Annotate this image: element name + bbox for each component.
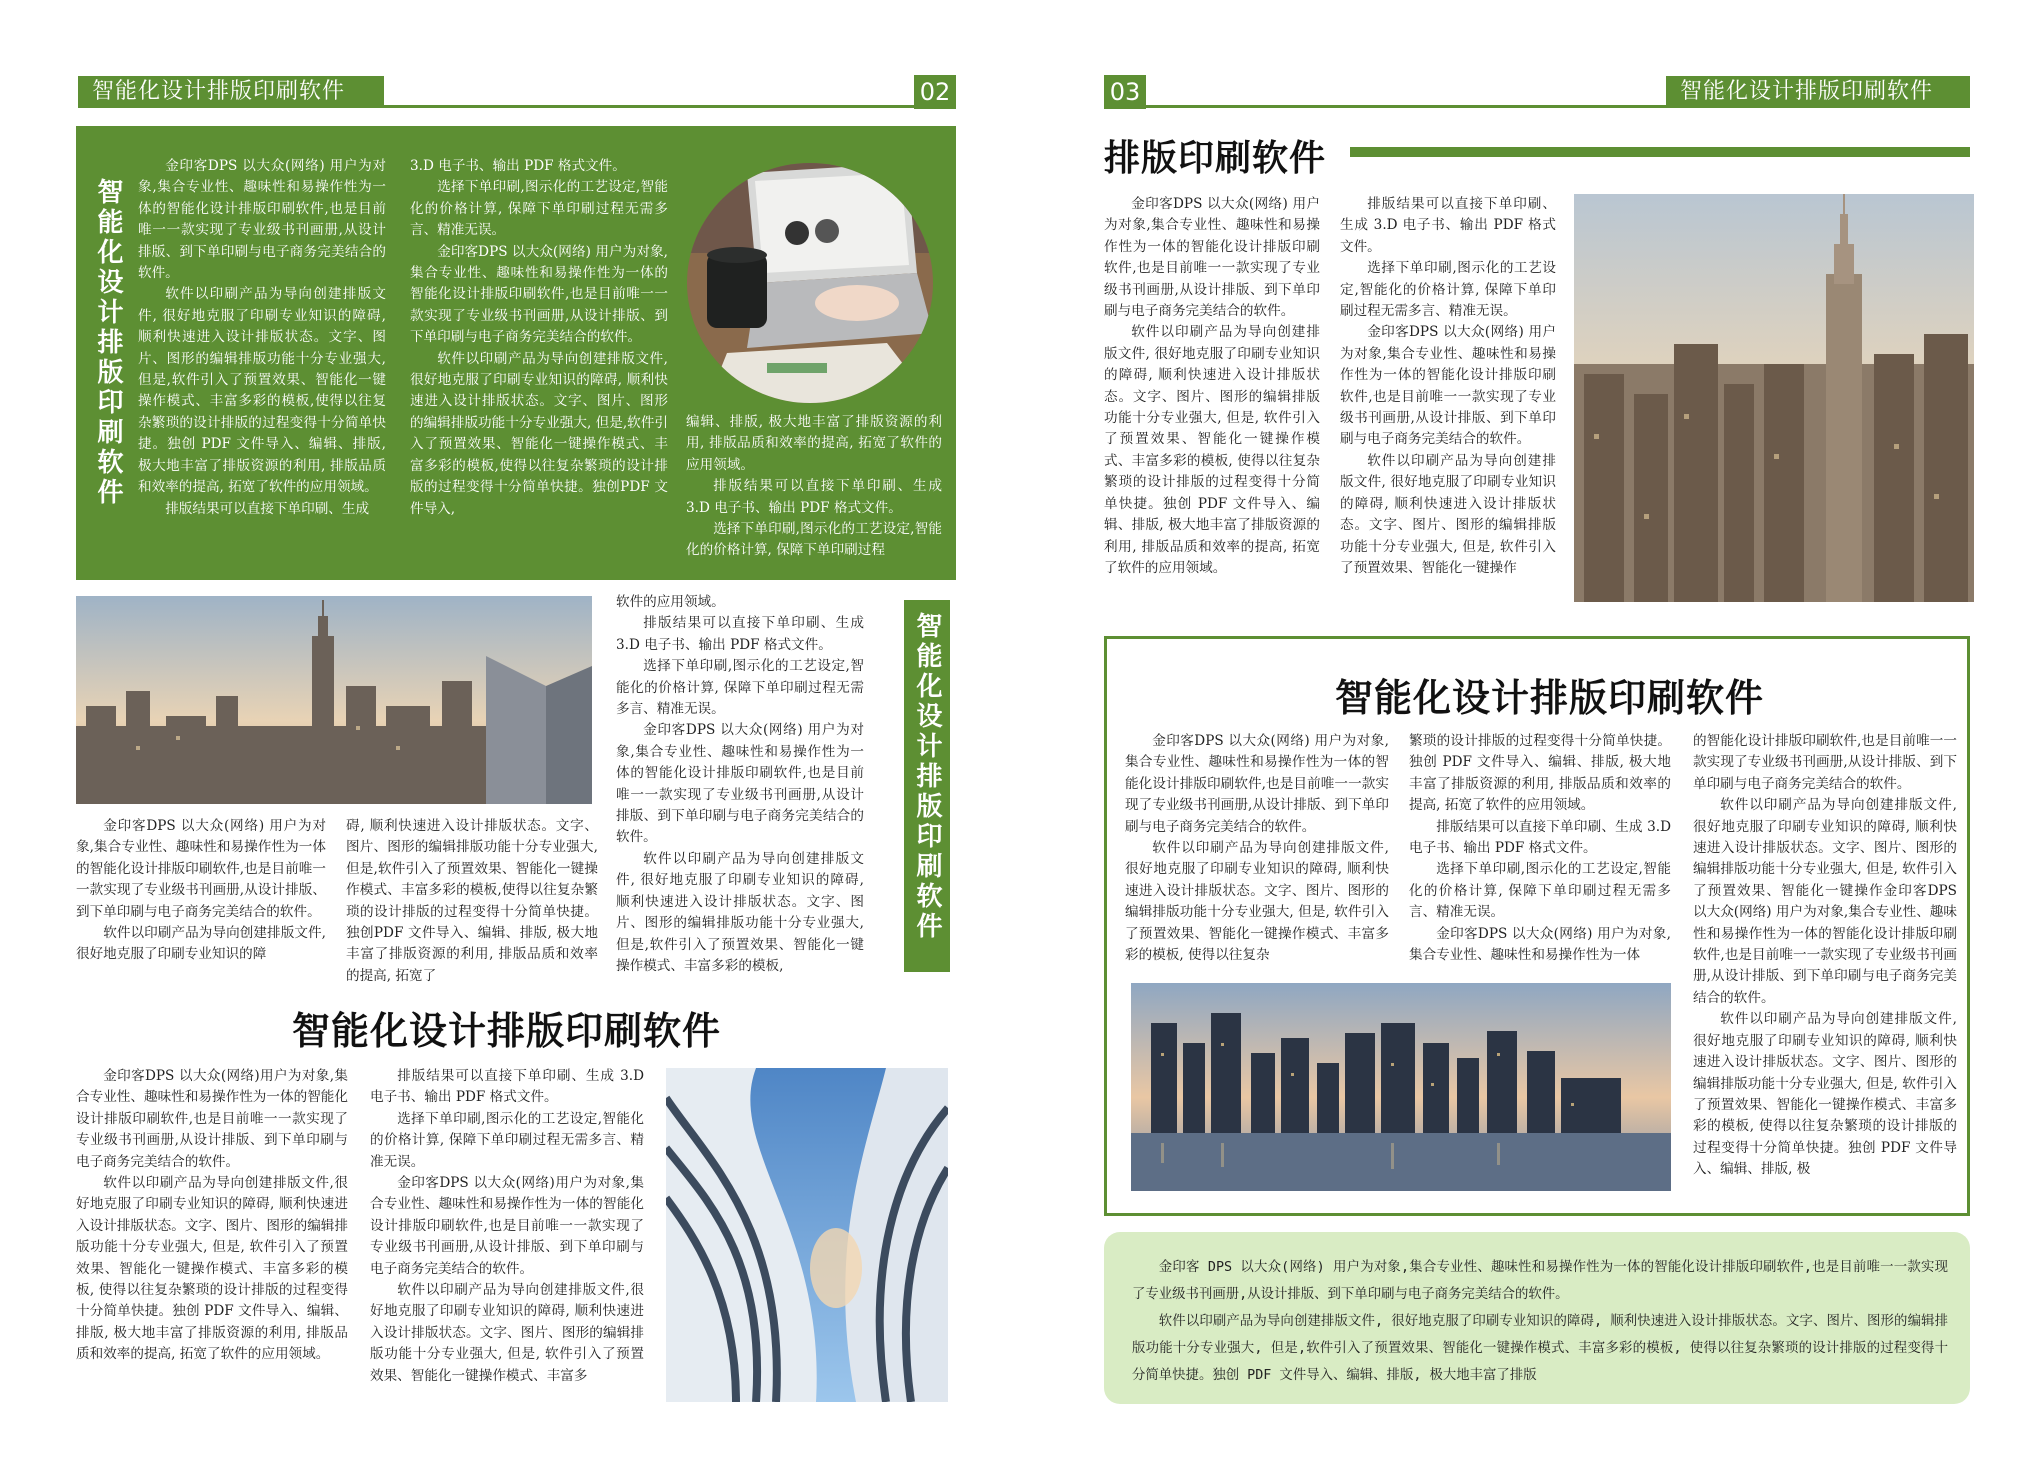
city-tower-photo xyxy=(1574,194,1974,602)
laptop-photo-art xyxy=(687,163,933,403)
paragraph: 软件以印刷产品为导向创建排版文件,很好地克服了印刷专业知识的障碍, 顺利快速进入设计排版状态。文字、图片、图形的编辑排版功能十分专业强大, 但是, 软件引入了预置效果、智能化一键操作模式、丰富多彩的模板, 使得以往复杂繁琐的设计排版的过程变得十分简单快捷。独创 PDF 文件导入、编辑、排版, 极大地丰富了排版资源的利用, 排版品质和效率的提高, 拓宽了软件的应用领域。 xyxy=(76,1175,348,1363)
boxed-section-title: 智能化设计排版印刷软件 xyxy=(1335,676,1765,720)
middle-vertical-title-bar xyxy=(904,600,950,972)
panel-vertical-title: 智能化设计排版印刷软件 xyxy=(93,178,123,508)
harbor-skyline-art xyxy=(1131,983,1671,1191)
paragraph: 金印客DPS 以大众(网络) 用户为对象,集合专业性、趣味性和易操作性为一体的智能化设计排版印刷软件,也是目前唯一一款实现了专业级书刊画册,从设计排版、到下单印刷与电子商务完美结合的软件。 xyxy=(1104,196,1320,320)
paragraph: 排版结果可以直接下单印刷、生成 3.D 电子书、输出 PDF 格式文件。 xyxy=(1340,196,1556,255)
paragraph: 选择下单印刷,图示化的工艺设定,智能化的价格计算, 保障下单印刷过程无需多言、精准无误。 xyxy=(370,1110,644,1170)
paragraph: 繁琐的设计排版的过程变得十分简单快捷。独创 PDF 文件导入、编辑、排版, 极大地丰富了排版资源的利用, 排版品质和效率的提高, 拓宽了软件的应用领域。 xyxy=(1409,733,1671,814)
paragraph: 软件以印刷产品为导向创建排版文件, 很好地克服了印刷专业知识的障碍, 顺利快速进入设计排版状态。文字、图片、图形的编辑排版功能十分专业强大, 但是,软件引入了预置效果、智能化一键操作模式、丰富多彩的模板, 使得以往复杂繁琐的设计排版的过程变得十分简单快捷。独创 PDF 文件导入、编辑、排版, 极大地丰富了排版 xyxy=(1132,1314,1948,1383)
p3-section-title: 排版印刷软件 xyxy=(1104,138,1327,179)
paragraph: 金印客DPS 以大众(网络) 用户为对象,集合专业性、趣味性和易操作性为一体的智能化设计排版印刷软件,也是目前唯一一款实现了专业级书刊画册,从设计排版、到下单印刷与电子商务完美结合的软件。 xyxy=(1340,324,1556,448)
paragraph: 的智能化设计排版印刷软件,也是目前唯一一款实现了专业级书刊画册,从设计排版、到下单印刷与电子商务完美结合的软件。 xyxy=(1693,733,1957,792)
right-page-number: 03 xyxy=(1104,75,1146,109)
paragraph: 软件以印刷产品为导向创建排版文件, 很好地克服了印刷专业知识的障碍, 顺利快速进入设计排版状态。文字、图片、图形的编辑排版功能十分专业强大, 但是, 软件引入了预置效果、智能化一键操作模式、丰富多彩的模板, 使得以往复杂繁琐的设计排版的过程变得十分简单快捷。独创 PDF 文件导入、编辑、排版, 极 xyxy=(1693,1011,1957,1178)
paragraph: 金印客DPS 以大众(网络) 用户为对象,集合专业性、趣味性和易操作性为一体的智能化设计排版印刷软件,也是目前唯一一款实现了专业级书刊画册,从设计排版、到下单印刷与电子商务完美结合的软件。 xyxy=(616,722,864,846)
paragraph: 软件以印刷产品为导向创建排版文件, 很好地克服了印刷专业知识的障 xyxy=(76,925,326,963)
p3-footer-panel xyxy=(1104,1232,1970,1404)
paragraph: 金印客 DPS 以大众(网络) 用户为对象,集合专业性、趣味性和易操作性为一体的智能化设计排版印刷软件,也是目前唯一一款实现了专业级书刊画册,从设计排版、到下单印刷与电子商务完美结合的软件。 xyxy=(1132,1260,1948,1302)
boxed-column-3 xyxy=(1693,731,1957,1181)
paragraph: 排版结果可以直接下单印刷、生成 xyxy=(165,500,370,517)
paragraph: 金印客DPS 以大众(网络) 用户为对象,集合专业性、趣味性和易操作性为一体的智能化设计排版印刷软件,也是目前唯一一款实现了专业级书刊画册,从设计排版、到下单印刷与电子商务完美结合的软件。 xyxy=(76,818,326,920)
paragraph: 选择下单印刷,图示化的工艺设定,智能化的价格计算, 保障下单印刷过程无需多言、精准无误。 xyxy=(410,179,668,239)
paragraph: 排版结果可以直接下单印刷、生成 3.D 电子书、输出 PDF 格式文件。 xyxy=(686,478,942,516)
paragraph: 选择下单印刷,图示化的工艺设定,智能化的价格计算, 保障下单印刷过程无需多言、精准无误。 xyxy=(1340,260,1556,320)
paragraph: 软件以印刷产品为导向创建排版文件, 很好地克服了印刷专业知识的障碍, 顺利快速进入设计排版状态。文字、图片、图形的编辑排版功能十分专业强大, 但是,软件引入了预置效果、智能化一键操作模式、丰富多彩的模板, xyxy=(616,850,864,974)
middle-column-2 xyxy=(346,816,598,987)
paragraph: 金印客DPS 以大众(网络) 用户为对象,集合专业性、趣味性和易操作性为一体的智能化设计排版印刷软件,也是目前唯一一款实现了专业级书刊画册,从设计排版、到下单印刷与电子商务完美结合的软件。 xyxy=(138,158,386,282)
top-green-panel xyxy=(76,126,956,580)
paragraph: 3.D 电子书、输出 PDF 格式文件。 xyxy=(410,158,626,174)
paragraph: 软件以印刷产品为导向创建排版文件, 很好地克服了印刷专业知识的障碍, 顺利快速进入设计排版状态。文字、图片、图形的编辑排版功能十分专业强大, 但是, 软件引入了预置效果、智能化一键操作 xyxy=(1340,452,1556,576)
paragraph: 排版结果可以直接下单印刷、生成 3.D 电子书、输出 PDF 格式文件。 xyxy=(616,615,864,653)
architecture-photo xyxy=(666,1068,948,1402)
paragraph: 碍, 顺利快速进入设计排版状态。文字、图片、图形的编辑排版功能十分专业强大, 但是,软件引入了预置效果、智能化一键操作模式、丰富多彩的模板,使得以往复杂繁琐的设计排版的过程变得十分简单快捷。独创PDF 文件导入、编辑、排版, 极大地丰富了排版资源的利用, 排版品质和效率的提高, 拓宽了 xyxy=(346,818,598,984)
city-skyline-art xyxy=(76,596,592,804)
paragraph: 金印客DPS 以大众(网络)用户为对象,集合专业性、趣味性和易操作性为一体的智能化设计排版印刷软件,也是目前唯一一款实现了专业级书刊画册,从设计排版、到下单印刷与电子商务完美结合的软件。 xyxy=(370,1175,644,1277)
paragraph: 软件以印刷产品为导向创建排版文件, 很好地克服了印刷专业知识的障碍, 顺利快速进入设计排版状态。文字、图片、图形的编辑排版功能十分专业强大, 但是, 软件引入了预置效果、智能化一键操作金印客DPS 以大众(网络) 用户为对象,集合专业性、趣味性和易操作性为一体的智能化设计排版印刷软件,也是目前唯一一款实现了专业级书刊画册,从设计排版、到下单印刷与电子商务完美结合的软件。 xyxy=(1693,797,1957,1006)
footer-text xyxy=(1132,1254,1948,1389)
middle-right-column xyxy=(616,592,864,977)
p3-column-1 xyxy=(1104,194,1320,579)
paragraph: 排版结果可以直接下单印刷、生成 3.D 电子书、输出 PDF 格式文件。 xyxy=(1409,818,1671,857)
panel-column-3 xyxy=(686,412,942,562)
city-skyline-photo xyxy=(76,596,592,804)
paragraph: 选择下单印刷,图示化的工艺设定,智能化的价格计算, 保障下单印刷过程无需多言、精准无误。 xyxy=(616,658,864,718)
bottom-section-title: 智能化设计排版印刷软件 xyxy=(292,1009,722,1053)
paragraph: 金印客DPS 以大众(网络) 用户为对象,集合专业性、趣味性和易操作性为一体的智能化设计排版印刷软件,也是目前唯一一款实现了专业级书刊画册,从设计排版、到下单印刷与电子商务完美结合的软件。 xyxy=(1125,733,1389,835)
laptop-photo xyxy=(687,163,933,403)
bottom-column-1 xyxy=(76,1066,348,1366)
paragraph: 软件的应用领域。 xyxy=(616,594,725,610)
paragraph: 金印客DPS 以大众(网络) 用户为对象,集合专业性、趣味性和易操作性为一体 xyxy=(1409,925,1671,964)
right-header-bar xyxy=(1666,76,1970,108)
right-header-label: 智能化设计排版印刷软件 xyxy=(1680,79,1934,104)
city-tower-art xyxy=(1574,194,1974,602)
right-header-rule xyxy=(1146,105,1666,108)
paragraph: 编辑、排版, 极大地丰富了排版资源的利用, 排版品质和效率的提高, 拓宽了软件的应用领域。 xyxy=(686,414,942,473)
p3-title-bar xyxy=(1350,147,1970,157)
boxed-column-2 xyxy=(1409,731,1671,966)
paragraph: 金印客DPS 以大众(网络) 用户为对象,集合专业性、趣味性和易操作性为一体的智能化设计排版印刷软件,也是目前唯一一款实现了专业级书刊画册,从设计排版、到下单印刷与电子商务完美结合的软件。 xyxy=(410,243,668,346)
boxed-column-1 xyxy=(1125,731,1389,966)
left-header-label: 智能化设计排版印刷软件 xyxy=(92,79,346,104)
p3-boxed-section xyxy=(1104,636,1970,1216)
harbor-skyline-photo xyxy=(1131,983,1671,1191)
paragraph: 软件以印刷产品为导向创建排版文件, 很好地克服了印刷专业知识的障碍, 顺利快速进入设计排版状态。文字、图片、图形的编辑排版功能十分专业强大, 但是, 软件引入了预置效果、智能化一键操作模式、丰富多彩的模板, 使得以往复杂繁琐的设计排版的过程变得十分简单快捷。独创 PDF 文件导入、编辑、排版, 极大地丰富了排版资源的利用, 排版品质和效率的提高, 拓宽了软件的应用领域。 xyxy=(1104,324,1320,576)
middle-column-1 xyxy=(76,816,326,966)
panel-column-2 xyxy=(410,156,668,520)
left-header-rule xyxy=(384,105,914,108)
panel-column-1 xyxy=(138,156,386,520)
paragraph: 软件以印刷产品为导向创建排版文件, 很好地克服了印刷专业知识的障碍, 顺利快速进入设计排版状态。文字、图片、图形的编辑排版功能十分专业强大, 但是,软件引入了预置效果、智能化一键操作模式、丰富多彩的模板,使得以往复杂繁琐的设计排版的过程变得十分简单快捷。独创PDF 文件导入, xyxy=(410,350,668,517)
paragraph: 软件以印刷产品为导向创建排版文件, 很好地克服了印刷专业知识的障碍, 顺利快速进入设计排版状态。文字、图片、图形的编辑排版功能十分专业强大,但是,软件引入了预置效果、智能化一键操作模式、丰富多彩的模板,使得以往复杂繁琐的设计排版的过程变得十分简单快捷。独创 PDF 文件导入、编辑、排版, 极大地丰富了排版资源的利用, 排版品质和效率的提高, 拓宽了软件的应用领域。 xyxy=(138,286,386,496)
left-page-number: 02 xyxy=(914,75,956,109)
middle-vertical-title: 智能化设计排版印刷软件 xyxy=(912,612,942,942)
architecture-art xyxy=(666,1068,948,1402)
paragraph: 软件以印刷产品为导向创建排版文件, 很好地克服了印刷专业知识的障碍, 顺利快速进入设计排版状态。文字、图片、图形的编辑排版功能十分专业强大, 但是, 软件引入了预置效果、智能化一键操作模式、丰富多彩的模板, 使得以往复杂 xyxy=(1125,840,1389,964)
paragraph: 选择下单印刷,图示化的工艺设定,智能化的价格计算, 保障下单印刷过程 xyxy=(686,521,942,559)
bottom-column-2 xyxy=(370,1066,644,1387)
paragraph: 排版结果可以直接下单印刷、生成 3.D 电子书、输出 PDF 格式文件。 xyxy=(370,1068,644,1106)
paragraph: 软件以印刷产品为导向创建排版文件,很好地克服了印刷专业知识的障碍, 顺利快速进入设计排版状态。文字、图片、图形的编辑排版功能十分专业强大, 但是, 软件引入了预置效果、智能化一键操作模式、丰富多 xyxy=(370,1282,644,1384)
paragraph: 选择下单印刷,图示化的工艺设定,智能化的价格计算, 保障下单印刷过程无需多言、精准无误。 xyxy=(1409,861,1671,921)
left-header-bar xyxy=(78,76,384,108)
p3-column-2 xyxy=(1340,194,1556,579)
paragraph: 金印客DPS 以大众(网络)用户为对象,集合专业性、趣味性和易操作性为一体的智能化设计排版印刷软件,也是目前唯一一款实现了专业级书刊画册,从设计排版、到下单印刷与电子商务完美结合的软件。 xyxy=(76,1068,348,1170)
